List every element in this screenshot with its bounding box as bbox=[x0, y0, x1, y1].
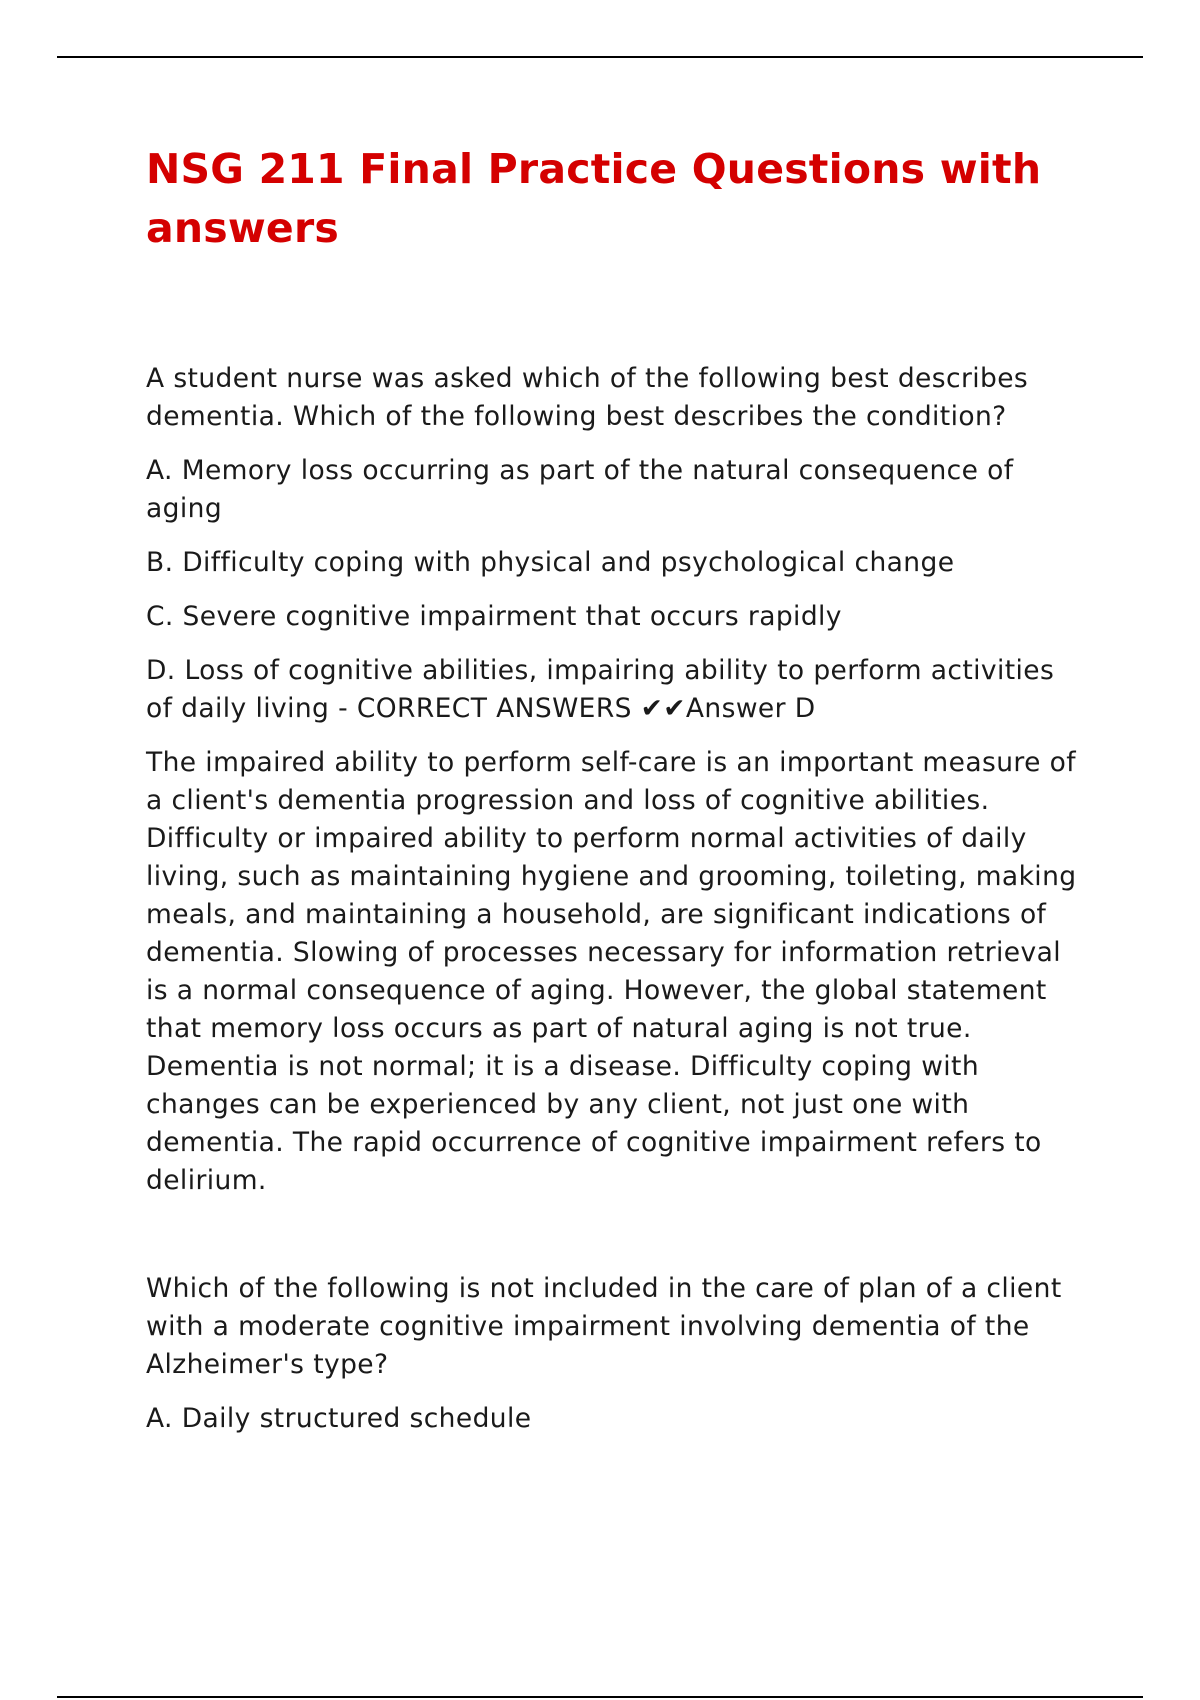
question-2-option-a: A. Daily structured schedule bbox=[146, 1403, 532, 1434]
question-1-option-a: A. Memory loss occurring as part of the natural consequence of aging bbox=[146, 455, 1014, 524]
question-1 bbox=[146, 360, 1086, 1200]
question-1-option-d: D. Loss of cognitive abilities, impairing ability to perform activities of daily living - CORRECT ANSWERS ✔✔Answer D bbox=[146, 655, 1055, 724]
question-1-explanation: The impaired ability to perform self-care is an important measure of a client's dementia progression and loss of cognitive abilities. Difficulty or impaired ability to perform normal activities of daily living, such as maintaining hygiene and grooming, toileting, making meals, and maintaining a household, are significant indications of dementia. Slowing of processes necessary for information retrieval is a normal consequence of aging. However, the global statement that memory loss occurs as part of natural aging is not true. Dementia is not normal; it is a disease. Difficulty coping with changes can be experienced by any client, not just one with dementia. The rapid occurrence of cognitive impairment refers to delirium. bbox=[146, 747, 1077, 1196]
spacer bbox=[146, 258, 1086, 360]
footer-rule bbox=[57, 1696, 1143, 1698]
question-1-option-c: C. Severe cognitive impairment that occurs rapidly bbox=[146, 601, 842, 632]
question-2 bbox=[146, 1270, 1086, 1438]
question-1-prompt: A student nurse was asked which of the following best describes dementia. Which of the following best describes the condition? bbox=[146, 363, 1029, 432]
document-body bbox=[146, 140, 1086, 1454]
spacer bbox=[146, 1216, 1086, 1270]
header-rule bbox=[57, 56, 1143, 58]
page-title: NSG 211 Final Practice Questions with answers bbox=[146, 145, 1042, 252]
question-2-prompt: Which of the following is not included in the care of plan of a client with a moderate cognitive impairment involving dementia of the Alzheimer's type? bbox=[146, 1273, 1062, 1380]
question-1-option-b: B. Difficulty coping with physical and psychological change bbox=[146, 547, 955, 578]
